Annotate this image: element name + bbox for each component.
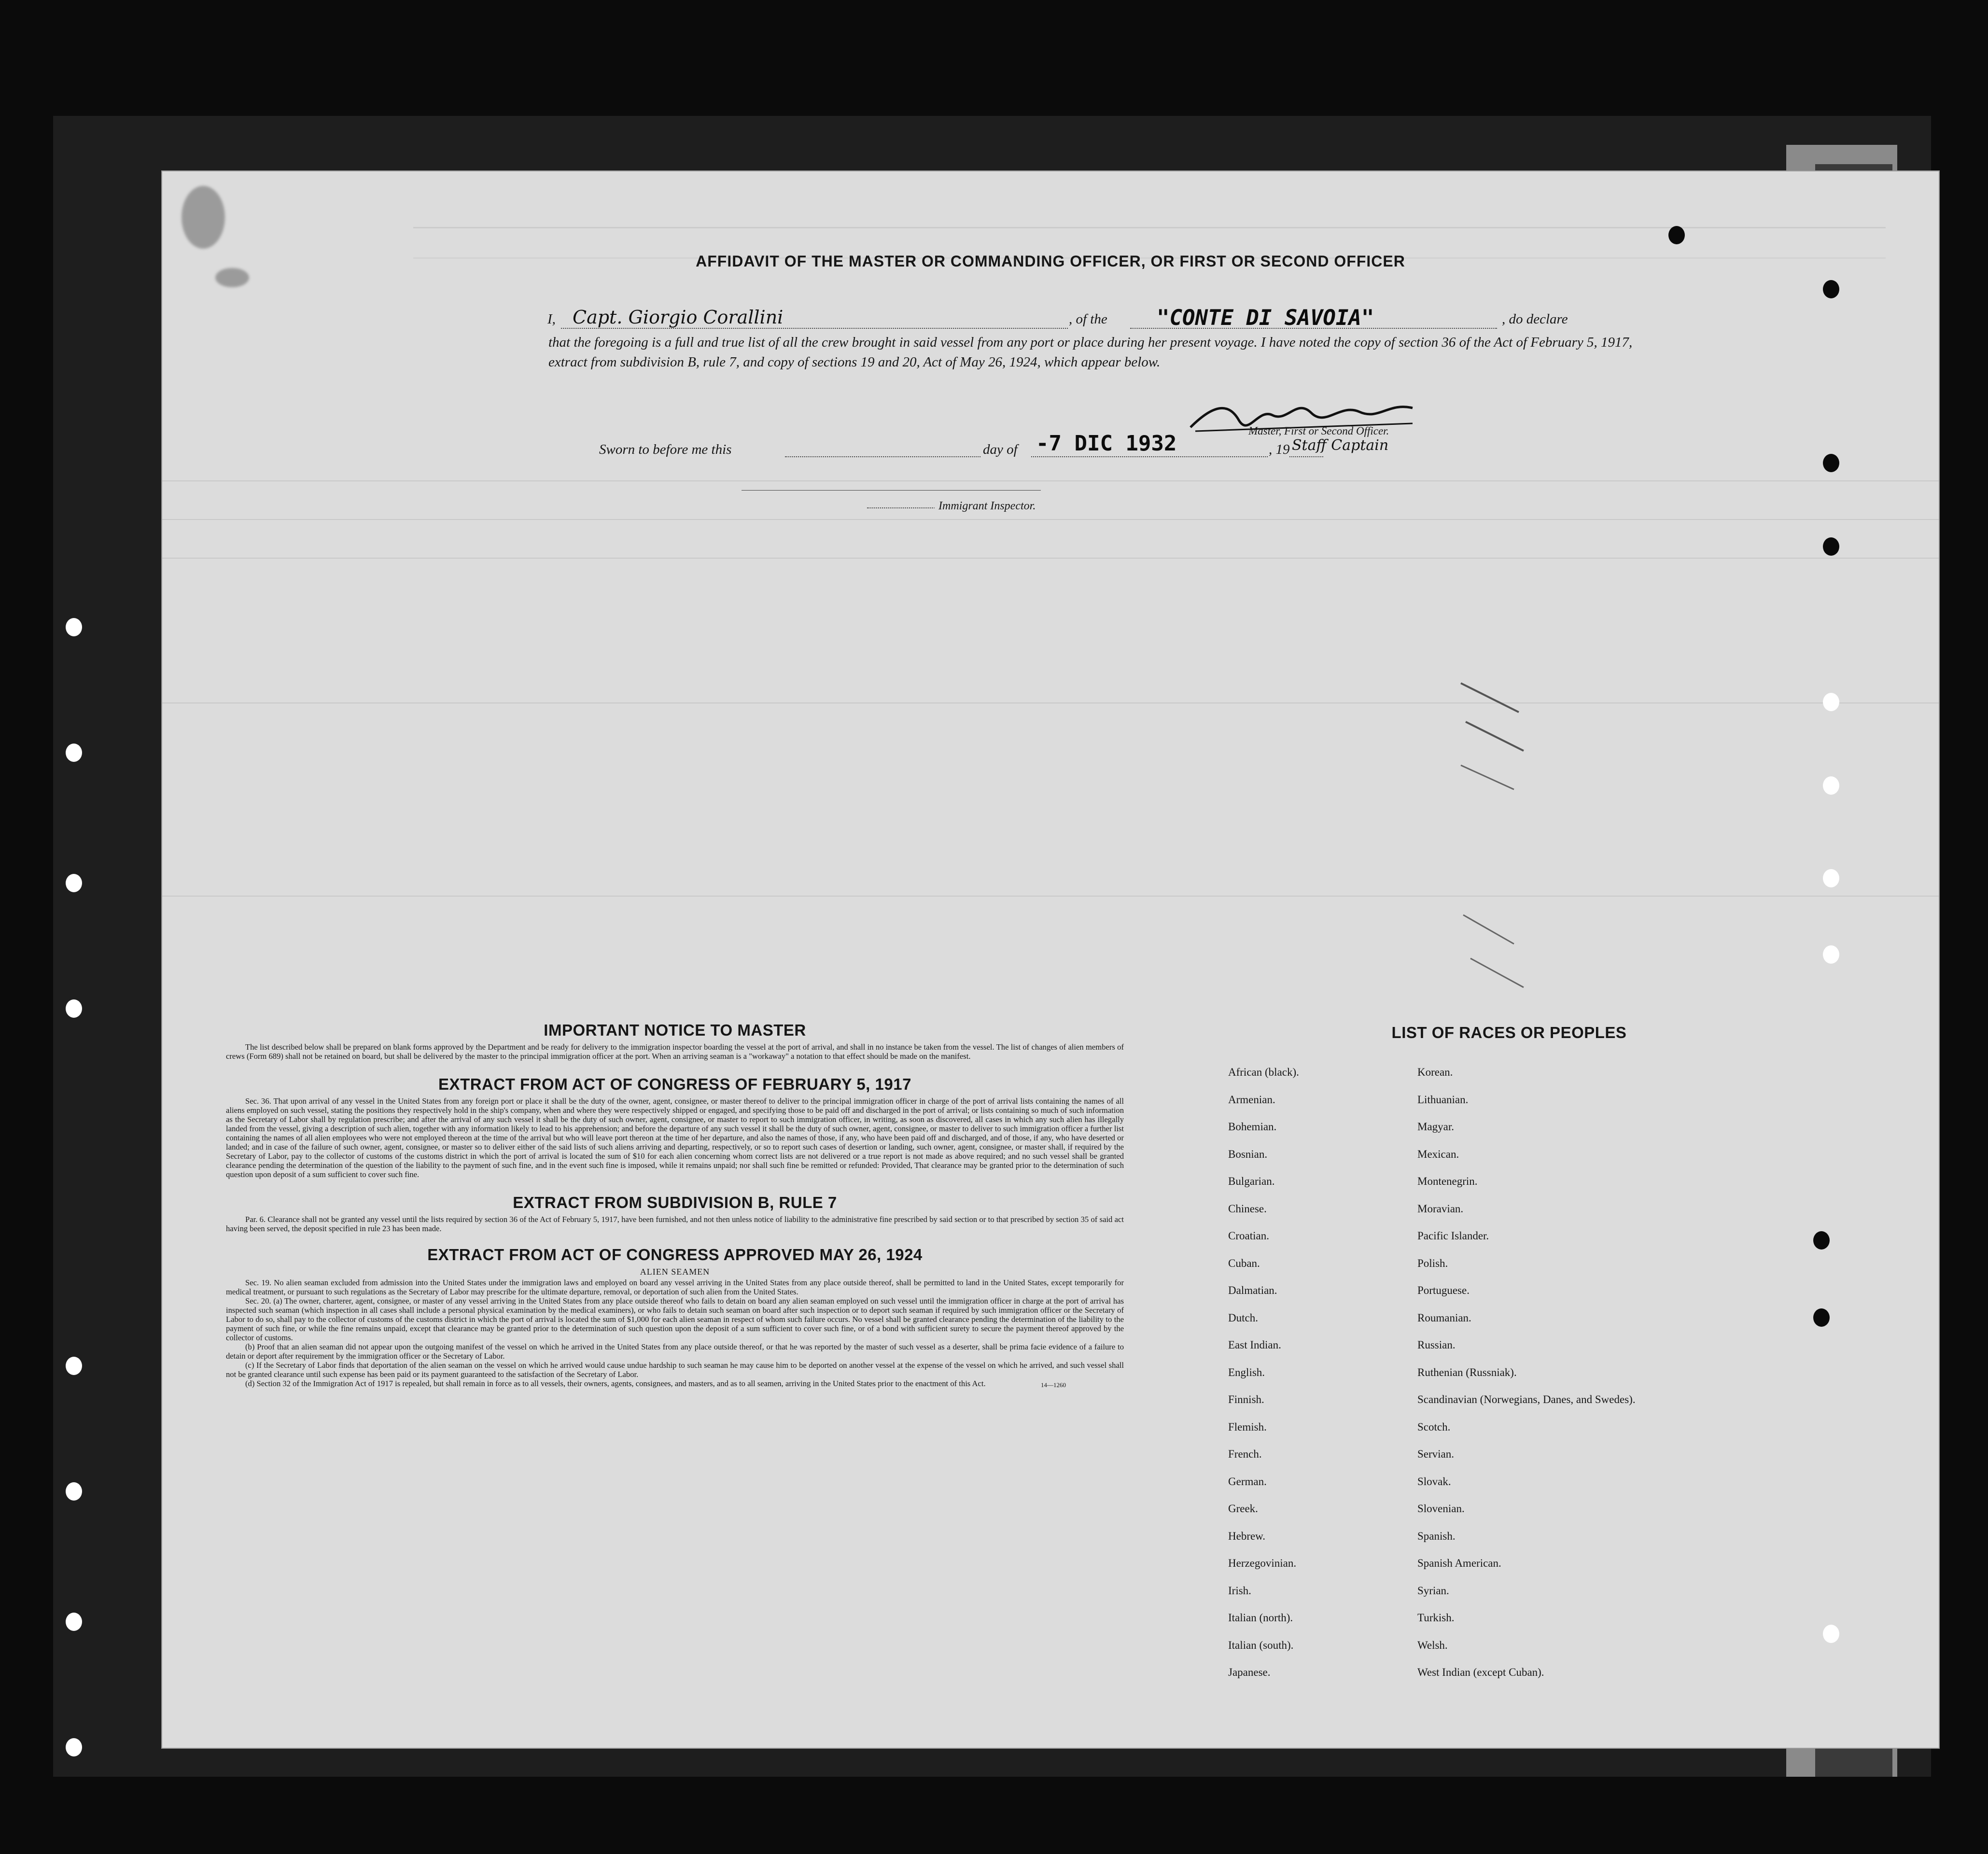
punch-hole	[1823, 280, 1839, 298]
sec20a-text: Sec. 20. (a) The owner, charterer, agent, consignee, or master of any vessel arriving in the United States from any place outside thereof who fails to detain on board any alien seaman employed on such vessel until the immigration officer in charge at the port of arrival has inspected such seaman (which inspection in all cases shall include a personal physical examination by the medical examiners), or who fails to detain such seaman on board after such inspection or to deport such seaman if required by such immigration officer or the Secretary of Labor to do so, shall pay to the collector of customs of the customs district in which the port of arrival is located the sum of $1,000 for each alien seaman in respect of whom such failure occurs. No vessel shall be granted clearance pending the determination of the liability to the payment of such fine, or while the fine remains unpaid, except that clearance may be granted prior to the determination of such question upon the deposit of a sum sufficient to cover such fine, or of a bond with sufficient surety to secure the payment thereof approved by the collector of customs.	[226, 1296, 1124, 1342]
race-item: Flemish.	[1228, 1420, 1267, 1433]
sec19-text: Sec. 19. No alien seaman excluded from admission into the United States under the immigration laws and employed on board any vessel arriving in the United States from any place outside thereof, shall be permitted to land in the United States, except temporarily for medical treatment, or pursuant to such regulations as the Secretary of Labor may prescribe for the ultimate departure, removal, or deportation of such alien from the United States.	[226, 1278, 1124, 1296]
pencil-marks	[1456, 606, 1601, 1040]
race-item: Korean.	[1417, 1066, 1453, 1078]
master-label: Master, First or Second Officer.	[1248, 425, 1389, 437]
race-item: Mexican.	[1417, 1148, 1459, 1160]
race-item: Croatian.	[1228, 1230, 1269, 1242]
year-prefix: , 19	[1269, 442, 1290, 457]
race-item: Bosnian.	[1228, 1148, 1268, 1160]
race-item: French.	[1228, 1448, 1262, 1460]
punch-hole	[66, 744, 82, 762]
race-item: Japanese.	[1228, 1666, 1271, 1678]
race-item: Italian (north).	[1228, 1612, 1293, 1624]
staff-captain-note: Staff Captain	[1292, 437, 1389, 454]
punch-hole	[1823, 537, 1839, 556]
alien-seamen-subtitle: ALIEN SEAMEN	[640, 1267, 710, 1277]
day-of-text: day of	[983, 442, 1018, 457]
race-item: Italian (south).	[1228, 1639, 1294, 1651]
punch-hole	[1823, 693, 1839, 711]
extract-1924-title: EXTRACT FROM ACT OF CONGRESS APPROVED MAY 26, 1924	[427, 1246, 923, 1264]
punch-hole	[66, 1357, 82, 1375]
extract-1917-body: Sec. 36. That upon arrival of any vessel in the United States from any foreign port or place it shall be the duty of the owner, agent, consignee, or master thereof to deliver to the principal immigration officer in charge of the port of arrival lists containing the names of all aliens employed on such vessel, stating the positions they respectively hold in the ship's company, when and where they were respectively shipped or engaged, and specifying those to be paid off and discharged in the port of arrival; or lists containing so much of such information as the Secretary of Labor shall by regulation prescribe; and after the arrival of any such vessel it shall be the duty of such owner, agent, consignee, or master to report to such immigration officer, in writing, as soon as discovered, all cases in which any such alien has illegally landed from the vessel, giving a description of such alien, together with any information likely to lead to his apprehension; and before the departure of any such vessel it shall be the duty of such owner, agent, consignee, or master to deliver to such immigration officer a further list containing the names of all alien employees who were not employed thereon at the time of the arrival but who will leave port thereon at the time of her departure, and also the names of those, if any, who have been paid off and discharged, and of those, if any, who have deserted or landed; and in case of the failure of such owner, agent, consignee, or master so to deliver either of the said lists of such aliens arriving and departing, respectively, or so to report such cases of desertion or landing, such owner, agent, consignee, or master shall, if required by the Secretary of Labor, pay to the collector of customs of the customs district in which the port of arrival is located the sum of $10 for each alien concerning whom correct lists are not delivered or a true report is not made as above required; and no such vessel shall be granted clearance pending the determination of the question of the liability to the payment of such fine, and in the event such fine is imposed, while it remains unpaid; nor shall such fine be remitted or refunded: Provided, That clearance may be granted prior to the determination of such question upon deposit of a sum sufficient to cover such fine.	[226, 1096, 1124, 1179]
sec20d-text: (d) Section 32 of the Immigration Act of 1917 is repealed, but shall remain in force as to all vessels, their owners, agents, consignees, and masters, and as to all seamen, arriving in the United States prior to the enactment of this Act.	[245, 1379, 986, 1388]
race-item: East Indian.	[1228, 1339, 1281, 1351]
ghost-rule	[162, 896, 1939, 897]
punch-hole	[66, 618, 82, 636]
race-item: Roumanian.	[1417, 1311, 1471, 1324]
ghost-rule	[162, 519, 1939, 520]
punch-hole	[1813, 1308, 1830, 1327]
race-item: Moravian.	[1417, 1202, 1464, 1215]
rule7-body: Par. 6. Clearance shall not be granted any vessel until the lists required by section 36 of the Act of February 5, 1917, have been furnished, and not then unless notice of liability to the administrative fine prescribed by said section or to that prescribed by section 35 of said act having been served, the deposit specified in rule 23 has been made.	[226, 1215, 1124, 1233]
punch-hole	[66, 1613, 82, 1631]
sworn-text: Sworn to before me this	[599, 442, 732, 457]
race-item: Irish.	[1228, 1584, 1251, 1597]
punch-hole	[1668, 226, 1685, 244]
race-item: Slovak.	[1417, 1475, 1451, 1488]
race-item: Magyar.	[1417, 1121, 1455, 1133]
of-the-text: , of the	[1069, 311, 1107, 327]
race-item: Polish.	[1417, 1257, 1448, 1269]
race-item: Montenegrin.	[1417, 1175, 1478, 1187]
race-item: Greek.	[1228, 1503, 1258, 1515]
inspector-label: Immigrant Inspector.	[935, 500, 1036, 513]
punch-hole	[1813, 1231, 1830, 1250]
race-item: Chinese.	[1228, 1202, 1267, 1215]
notice-column	[226, 1021, 1124, 1389]
ghost-rule	[162, 480, 1939, 481]
race-item: African (black).	[1228, 1066, 1299, 1078]
race-item: Slovenian.	[1417, 1503, 1465, 1515]
race-item: Hebrew.	[1228, 1530, 1266, 1542]
race-item: Dalmatian.	[1228, 1284, 1277, 1296]
manifest-page	[162, 171, 1939, 1748]
rule7-title: EXTRACT FROM SUBDIVISION B, RULE 7	[513, 1194, 837, 1211]
affidavit-prefix: I,	[547, 311, 556, 327]
race-item: Spanish.	[1417, 1530, 1456, 1542]
race-item: Servian.	[1417, 1448, 1455, 1460]
punch-hole	[66, 1738, 82, 1756]
punch-hole	[1823, 1625, 1839, 1643]
form-number: 14—1260	[1041, 1381, 1066, 1389]
race-item: Spanish American.	[1417, 1557, 1501, 1569]
affidavit-declaration-line	[544, 306, 1673, 332]
race-item: Bohemian.	[1228, 1121, 1277, 1133]
ink-smudge	[182, 186, 225, 249]
inspector-signature-line	[742, 480, 1041, 491]
race-item: Syrian.	[1417, 1584, 1449, 1597]
race-item: Scotch.	[1417, 1420, 1451, 1433]
race-item: West Indian (except Cuban).	[1417, 1666, 1544, 1678]
race-item: Scandinavian (Norwegians, Danes, and Swedes).	[1417, 1393, 1636, 1405]
master-name: Capt. Giorgio Corallini	[573, 307, 784, 328]
sec20b-text: (b) Proof that an alien seaman did not appear upon the outgoing manifest of the vessel on which he arrived in the United States from any place outside thereof, or that he was reported by the master of such vessel as a deserter, shall be prima facie evidence of a failure to detain or deport after requirement by the immigration officer or the Secretary of Labor.	[226, 1342, 1124, 1361]
race-item: Lithuanian.	[1417, 1093, 1469, 1106]
date-stamp: -7 DIC 1932	[1036, 431, 1177, 456]
race-item: English.	[1228, 1366, 1265, 1378]
race-item: German.	[1228, 1475, 1267, 1488]
race-item: Russian.	[1417, 1339, 1456, 1351]
ghost-rule	[162, 702, 1939, 703]
punch-hole	[66, 874, 82, 892]
notice-title: IMPORTANT NOTICE TO MASTER	[544, 1021, 806, 1039]
race-item: Armenian.	[1228, 1093, 1275, 1106]
race-item: Dutch.	[1228, 1311, 1258, 1324]
vessel-name: "CONTE DI SAVOIA"	[1157, 306, 1374, 330]
affidavit-title: AFFIDAVIT OF THE MASTER OR COMMANDING OFFICER, OR FIRST OR SECOND OFFICER	[696, 253, 1405, 270]
punch-hole	[66, 999, 82, 1018]
race-item: Portuguese.	[1417, 1284, 1470, 1296]
race-item: Pacific Islander.	[1417, 1230, 1489, 1242]
punch-hole	[1823, 945, 1839, 964]
race-item: Bulgarian.	[1228, 1175, 1275, 1187]
race-item: Cuban.	[1228, 1257, 1260, 1269]
punch-hole	[1823, 869, 1839, 887]
punch-hole	[1823, 776, 1839, 795]
year-dotline	[1289, 442, 1323, 457]
extract-1917-title: EXTRACT FROM ACT OF CONGRESS OF FEBRUARY 5, 1917	[438, 1075, 911, 1093]
notice-body: The list described below shall be prepared on blank forms approved by the Department and be ready for delivery to the immigration inspector boarding the vessel at the port of arrival, and shall in no instance be taken from the vessel. The list of changes of alien members of crews (Form 689) shall not be retained on board, but shall be delivered by the master to the principal immigration officer at the port. When an arriving seaman is a "workaway" a notation to that effect should be made on the manifest.	[226, 1042, 1124, 1061]
race-item: Welsh.	[1417, 1639, 1448, 1651]
affidavit-statement: that the foregoing is a full and true list of all the crew brought in said vessel from any port or place during her present voyage. I have noted the copy of section 36 of the Act of February 5, 1917, extract from subdivision B, rule 7, and copy of sections 19 and 20, Act of May 26, 1924, which appear below.	[548, 335, 1633, 370]
ink-smudge	[215, 268, 249, 287]
race-item: Turkish.	[1417, 1612, 1455, 1624]
races-right-column	[1417, 1067, 1649, 1695]
ghost-rule	[162, 558, 1939, 559]
punch-hole	[1823, 454, 1839, 472]
sworn-dotline	[785, 442, 980, 457]
punch-hole	[66, 1482, 82, 1501]
races-title: LIST OF RACES OR PEOPLES	[1391, 1024, 1627, 1041]
race-item: Finnish.	[1228, 1393, 1264, 1405]
do-declare-text: , do declare	[1502, 311, 1568, 327]
race-item: Ruthenian (Russniak).	[1417, 1366, 1517, 1378]
sec20c-text: (c) If the Secretary of Labor finds that deportation of the alien seaman on the vessel on which he arrived would cause undue hardship to such seaman he may cause him to be deported on another vessel at the expense of the vessel on which he arrived, and such vessel shall not be granted clearance until such expense has been paid or its payment guaranteed to the satisfaction of the Secretary of Labor.	[226, 1361, 1124, 1379]
race-item: Herzegovinian.	[1228, 1557, 1297, 1569]
